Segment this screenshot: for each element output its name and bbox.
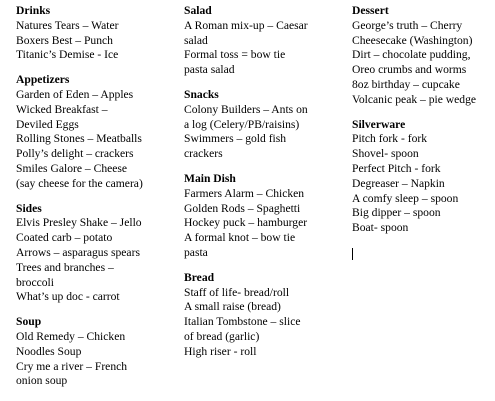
menu-section-drinks — [16, 4, 176, 63]
section-title: Dessert — [352, 4, 389, 17]
section-title: Sides — [16, 201, 42, 215]
menu-item: Garden of Eden – Apples — [16, 87, 134, 101]
menu-section-snacks — [184, 88, 334, 162]
menu-item: Boxers Best – Punch — [16, 33, 113, 47]
section-title: Snacks — [184, 87, 219, 101]
menu-item: A Roman mix-up – Caesar salad — [184, 18, 308, 47]
menu-item: Smiles Galore – Cheese (say cheese for the camera) — [16, 161, 143, 190]
section-title: Silverware — [352, 117, 406, 131]
menu-item: A formal knot – bow tie pasta — [184, 231, 296, 259]
menu-item: George’s truth – Cherry Cheesecake (Washington) — [352, 18, 473, 47]
section-title: Main Dish — [184, 171, 236, 185]
menu-item: A comfy sleep – spoon — [352, 191, 459, 205]
menu-item: Dirt – chocolate pudding, Oreo crumbs and worms — [352, 48, 471, 77]
menu-item: Hockey puck – hamburger — [184, 216, 308, 230]
menu-item: Boat- spoon — [352, 221, 409, 235]
menu-item: Volcanic peak – pie wedge — [352, 92, 477, 106]
menu-section-salad — [184, 4, 334, 78]
menu-section-bread — [184, 271, 334, 360]
section-title: Salad — [184, 4, 212, 17]
menu-column-1 — [16, 4, 176, 399]
menu-item: Polly’s delight – crackers — [16, 147, 134, 161]
menu-item: Colony Builders – Ants on a log (Celery/PB/raisins) — [184, 102, 308, 131]
menu-item: Farmers Alarm – Chicken — [184, 186, 305, 200]
menu-section-silverware — [352, 118, 494, 236]
menu-item: Rolling Stones – Meatballs — [16, 132, 142, 146]
menu-item: Wicked Breakfast – Deviled Eggs — [16, 102, 108, 131]
section-title: Bread — [184, 270, 215, 284]
menu-item: Perfect Pitch - fork — [352, 161, 441, 175]
menu-item: Trees and branches – broccoli — [16, 260, 114, 289]
menu-item: What’s up doc - carrot — [16, 290, 120, 304]
menu-item: Italian Tombstone – slice of bread (garlic) — [184, 315, 301, 343]
menu-item: 8oz birthday – cupcake — [352, 77, 460, 91]
menu-item: Staff of life- bread/roll — [184, 285, 290, 299]
menu-item: Shovel- spoon — [352, 147, 419, 161]
text-cursor[interactable] — [352, 248, 353, 260]
menu-column-3 — [352, 4, 494, 261]
menu-section-soup — [16, 315, 176, 389]
menu-item: Swimmers – gold fish crackers — [184, 132, 287, 161]
menu-item: Old Remedy – Chicken Noodles Soup — [16, 329, 126, 358]
menu-item: Pitch fork - fork — [352, 132, 428, 146]
menu-column-2 — [184, 4, 334, 370]
menu-section-main-dish — [184, 172, 334, 261]
menu-section-dessert — [352, 4, 494, 108]
menu-item: Cry me a river – French onion soup — [16, 359, 128, 388]
menu-item: Degreaser – Napkin — [352, 176, 445, 190]
section-title: Soup — [16, 315, 42, 329]
menu-section-sides — [16, 202, 176, 306]
menu-item: Big dipper – spoon — [352, 206, 441, 220]
menu-item: Coated carb – potato — [16, 231, 113, 245]
menu-item: Elvis Presley Shake – Jello — [16, 216, 142, 230]
menu-item: High riser - roll — [184, 344, 257, 358]
menu-item: Formal toss = bow tie pasta salad — [184, 48, 286, 77]
section-title: Drinks — [16, 4, 51, 17]
section-title: Appetizers — [16, 73, 70, 87]
menu-item: Titanic’s Demise - Ice — [16, 48, 119, 62]
menu-section-appetizers — [16, 73, 176, 191]
menu-item: Golden Rods – Spaghetti — [184, 201, 301, 215]
menu-item: A small raise (bread) — [184, 300, 281, 314]
menu-item: Arrows – asparagus spears — [16, 245, 140, 259]
menu-item: Natures Tears – Water — [16, 18, 119, 32]
